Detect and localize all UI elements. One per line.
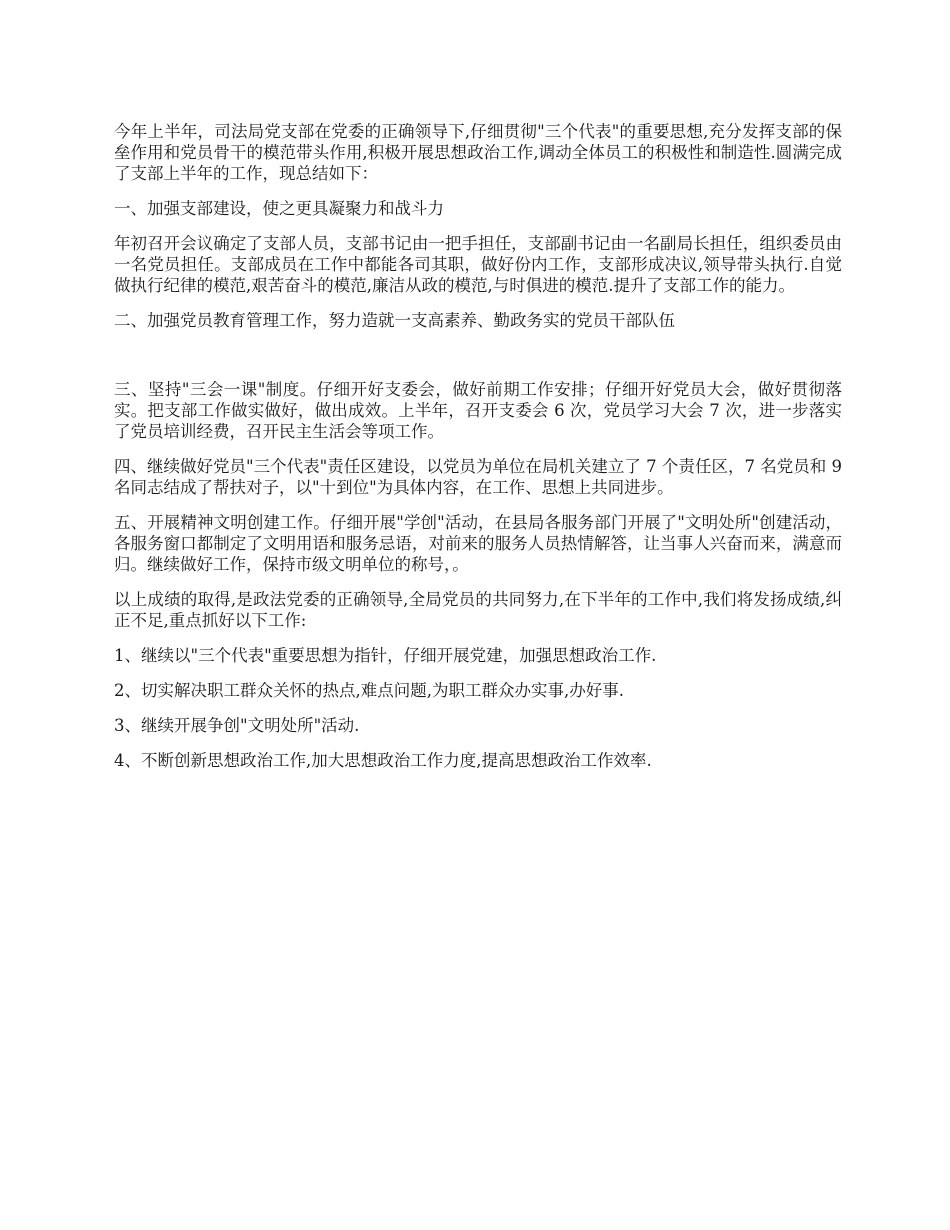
section-2-heading: 二、加强党员教育管理工作，努力造就一支高素养、勤政务实的党员干部队伍 <box>114 311 675 330</box>
document-body <box>114 121 842 785</box>
section-4-paragraph: 四、继续做好党员"三个代表"责任区建设，以党员为单位在局机关建立了 7 个责任区，7 名党员和 9 名同志结成了帮扶对子，以"十到位"为具体内容，在工作、思想上共同进步。 <box>114 457 842 497</box>
list-item: 4、不断创新思想政治工作,加大思想政治工作力度,提高思想政治工作效率. <box>114 751 652 770</box>
section-3-paragraph: 三、坚持"三会一课"制度。仔细开好支委会，做好前期工作安排；仔细开好党员大会，做好贯彻落实。把支部工作做实做好，做出成效。上半年，召开支委会 6 次，党员学习大会 7 次，进一步落实了党员培训经费，召开民主生活会等项工作。 <box>114 380 842 441</box>
section-5-paragraph: 五、开展精神文明创建工作。仔细开展"学创"活动，在县局各服务部门开展了"文明处所"创建活动，各服务窗口都制定了文明用语和服务忌语，对前来的服务人员热情解答，让当事人兴奋而来，满意而归。继续做好工作，保持市级文明单位的称号，。 <box>114 513 842 574</box>
intro-paragraph: 今年上半年，司法局党支部在党委的正确领导下,仔细贯彻"三个代表"的重要思想,充分发挥支部的保垒作用和党员骨干的模范带头作用,积极开展思想政治工作,调动全体员工的积极性和制造性.圆满完成了支部上半年的工作，现总结如下： <box>114 122 842 183</box>
list-item: 1、继续以"三个代表"重要思想为指针，仔细开展党建，加强思想政治工作. <box>114 646 657 665</box>
section-1-paragraph: 年初召开会议确定了支部人员，支部书记由一把手担任，支部副书记由一名副局长担任，组织委员由一名党员担任。支部成员在工作中都能各司其职，做好份内工作，支部形成决议,领导带头执行.自觉做执行纪律的模范,艰苦奋斗的模范,廉洁从政的模范,与时俱进的模范.提升了支部工作的能力。 <box>114 234 842 295</box>
blank-space <box>114 345 842 379</box>
list-item: 3、继续开展争创"文明处所"活动. <box>114 716 360 735</box>
list-item: 2、切实解决职工群众关怀的热点,难点问题,为职工群众办实事,办好事. <box>114 681 624 700</box>
section-1-heading: 一、加强支部建设，使之更具凝聚力和战斗力 <box>114 199 444 218</box>
conclusion-paragraph: 以上成绩的取得,是政法党委的正确领导,全局党员的共同努力,在下半年的工作中,我们将发扬成绩,纠正不足,重点抓好以下工作: <box>114 590 842 630</box>
